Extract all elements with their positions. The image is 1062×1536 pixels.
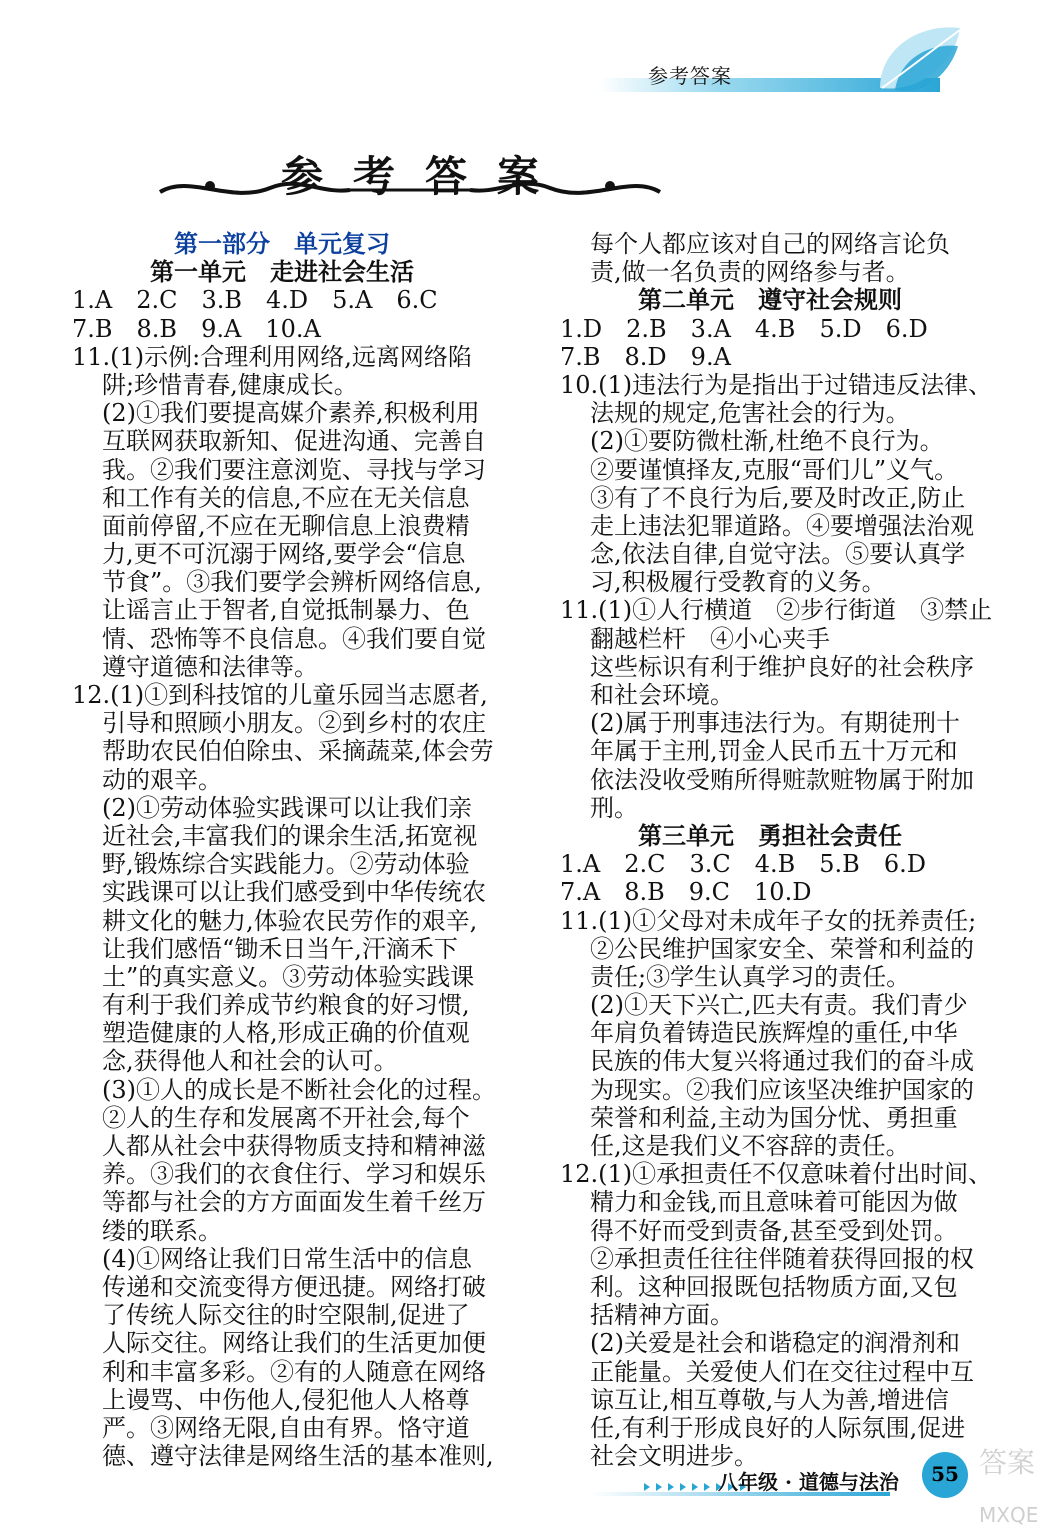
answer-line: 责,做一名负责的网络参与者。 xyxy=(590,258,910,287)
answer-line: ②承担责任往往伴随着获得回报的权 xyxy=(590,1244,974,1273)
answer-line: 利。这种回报既包括物质方面,又包 xyxy=(590,1272,958,1301)
answer-line: 依法没收受贿所得赃款赃物属于附加 xyxy=(590,765,974,794)
answer-line: 德、遵守法律是网络生活的基本准则, xyxy=(102,1442,494,1471)
answer-line: 人都从社会中获得物质支持和精神滋 xyxy=(102,1132,486,1160)
answer-line: 实践课可以让我们感受到中华传统农 xyxy=(102,878,486,907)
answer-line: 和工作有关的信息,不应在无关信息 xyxy=(102,483,470,512)
answer-line: 面前停留,不应在无聊信息上浪费精 xyxy=(102,511,470,540)
right-column xyxy=(560,230,993,1471)
answer-line: 让我们感悟“锄禾日当午,汗滴禾下 xyxy=(102,934,458,963)
answer-line: (2)①劳动体验实践课可以让我们亲 xyxy=(102,793,472,822)
answer-line: 野,锻炼综合实践能力。②劳动体验 xyxy=(102,850,470,879)
answer-line: 民族的伟大复兴将通过我们的奋斗成 xyxy=(590,1047,974,1076)
answer-line: 年肩负着铸造民族辉煌的重任,中华 xyxy=(590,1019,958,1048)
answer-line: 刑。 xyxy=(590,793,638,822)
answer-line: 缕的联系。 xyxy=(102,1216,222,1245)
answer-line: 阱;珍惜青春,健康成长。 xyxy=(102,370,358,399)
answer-line: (3)①人的成长是不断社会化的过程。 xyxy=(102,1075,496,1104)
answer-line: 为现实。②我们应该坚决维护国家的 xyxy=(590,1075,974,1104)
answer-line: 互联网获取新知、促进沟通、完善自 xyxy=(102,427,486,456)
answer-line: 荣誉和利益,主动为国分忧、勇担重 xyxy=(590,1103,958,1132)
answer-line: 节食”。③我们要学会辨析网络信息, xyxy=(102,568,482,597)
answer-line: 责任;③学生认真学习的责任。 xyxy=(590,962,911,991)
answer-line: 任,这是我们义不容辞的责任。 xyxy=(590,1132,910,1160)
unit-heading: 第三单元 勇担社会责任 xyxy=(638,820,902,850)
answer-line: 年属于主刑,罚金人民币五十万元和 xyxy=(590,737,958,766)
answer-line: ②人的生存和发展离不开社会,每个 xyxy=(102,1103,470,1132)
svg-text:答案: 答案 xyxy=(979,1446,1036,1479)
answer-line: 每个人都应该对自己的网络言论负 xyxy=(590,230,950,258)
answer-line: 了传统人际交往的时空限制,促进了 xyxy=(102,1301,470,1330)
left-column xyxy=(72,229,496,1471)
answer-line: 我。②我们要注意浏览、寻找与学习 xyxy=(102,455,486,484)
answer-line: (4)①网络让我们日常生活中的信息 xyxy=(102,1244,472,1273)
answer-line: 利和丰富多彩。②有的人随意在网络 xyxy=(102,1357,486,1386)
answer-line: 念,依法自律,自觉守法。⑤要认真学 xyxy=(590,540,966,569)
answer-line: 谅互让,相互尊敬,与人为善,增进信 xyxy=(590,1385,949,1414)
answer-line: 1.A 2.C 3.B 4.D 5.A 6.C xyxy=(72,286,438,315)
header-label: 参考答案 xyxy=(648,64,732,88)
answer-line: 养。③我们的衣食住行、学习和娱乐 xyxy=(102,1160,486,1189)
answer-line: 走上违法犯罪道路。④要增强法治观 xyxy=(590,511,974,540)
footer-label: 八年级 · 道德与法治 xyxy=(718,1470,899,1494)
answer-line: 和社会环境。 xyxy=(590,681,734,709)
answer-line: (2)属于刑事违法行为。有期徒刑十 xyxy=(590,709,960,738)
unit-heading: 第二单元 遵守社会规则 xyxy=(638,285,902,315)
leaf-icon xyxy=(860,18,970,98)
answer-line: 上谩骂、中伤他人,侵犯他人人格尊 xyxy=(102,1385,470,1414)
answer-line: 土”的真实意义。③劳动体验实践课 xyxy=(102,962,475,991)
answer-line: 正能量。关爱使人们在交往过程中互 xyxy=(590,1357,974,1386)
answer-line: 11.(1)示例:合理利用网络,远离网络陷 xyxy=(72,342,472,371)
answer-line: ③有了不良行为后,要及时改正,防止 xyxy=(590,483,966,512)
answer-line: 塑造健康的人格,形成正确的价值观 xyxy=(102,1019,470,1048)
answer-line: 念,获得他人和社会的认可。 xyxy=(102,1047,398,1076)
answer-line: 11.(1)①人行横道 ②步行街道 ③禁止 xyxy=(560,596,993,625)
answer-line: 社会文明进步。 xyxy=(590,1442,758,1471)
page-title: 参考答案 xyxy=(280,152,569,201)
answer-line: 得不好而受到责备,甚至受到处罚。 xyxy=(590,1216,958,1245)
answer-line: 遵守道德和法律等。 xyxy=(102,652,318,681)
answer-line: 人际交往。网络让我们的生活更加便 xyxy=(102,1329,486,1358)
answer-line: 11.(1)①父母对未成年子女的抚养责任; xyxy=(560,906,977,935)
answer-line: 帮助农民伯伯除虫、采摘蔬菜,体会劳 xyxy=(102,737,494,766)
svg-text:MXQE: MXQE xyxy=(979,1503,1039,1527)
answer-line: 传递和交流变得方便迅捷。网络打破 xyxy=(102,1272,486,1301)
answer-line: 翻越栏杆 ④小心夹手 xyxy=(590,624,830,653)
answer-line: 等都与社会的方方面面发生着千丝万 xyxy=(102,1188,486,1217)
page-number: 55 xyxy=(931,1462,959,1486)
answer-line: (2)①天下兴亡,匹夫有责。我们青少 xyxy=(590,991,968,1020)
answer-line: 精力和金钱,而且意味着可能因为做 xyxy=(590,1188,958,1217)
answer-line: 耕文化的魅力,体验农民劳作的艰辛, xyxy=(102,906,478,935)
answer-line: 12.(1)①承担责任不仅意味着付出时间、 xyxy=(560,1160,993,1189)
answer-line: 7.B 8.B 9.A 10.A xyxy=(72,314,321,343)
answer-line: 7.A 8.B 9.C 10.D xyxy=(560,878,812,907)
answer-line: 7.B 8.D 9.A xyxy=(560,342,731,371)
answer-line: 近社会,丰富我们的课余生活,拓宽视 xyxy=(102,821,478,850)
answer-line: 引导和照顾小朋友。②到乡村的农庄 xyxy=(102,709,486,738)
answer-line: 1.D 2.B 3.A 4.B 5.D 6.D xyxy=(560,314,928,343)
answer-line: 让谣言止于智者,自觉抵制暴力、色 xyxy=(102,596,470,625)
answer-line: 这些标识有利于维护良好的社会秩序 xyxy=(590,652,974,681)
answer-line: 1.A 2.C 3.C 4.B 5.B 6.D xyxy=(560,850,926,879)
unit-heading: 第一单元 走进社会生活 xyxy=(150,257,414,287)
answer-line: 12.(1)①到科技馆的儿童乐园当志愿者, xyxy=(72,681,488,709)
answer-line: (2)关爱是社会和谐稳定的润滑剂和 xyxy=(590,1329,960,1358)
answer-line: 力,更不可沉溺于网络,要学会“信息 xyxy=(102,540,466,569)
answer-line: 习,积极履行受教育的义务。 xyxy=(590,568,886,597)
answer-line: 严。③网络无限,自由有界。恪守道 xyxy=(102,1413,470,1442)
answer-line: 10.(1)违法行为是指出于过错违反法律、 xyxy=(560,370,993,399)
answer-line: 括精神方面。 xyxy=(590,1301,734,1330)
answer-line: (2)①我们要提高媒介素养,积极利用 xyxy=(102,399,480,428)
section-heading: 第一部分 单元复习 xyxy=(174,229,390,258)
answer-line: (2)①要防微杜渐,杜绝不良行为。 xyxy=(590,427,944,456)
page-title-block xyxy=(150,140,670,206)
answer-line: 情、恐怖等不良信息。④我们要自觉 xyxy=(102,624,486,653)
answer-line: 任,有利于形成良好的人际氛围,促进 xyxy=(590,1413,966,1442)
watermark-logo xyxy=(975,1432,1055,1536)
answer-line: 法规的规定,危害社会的行为。 xyxy=(590,399,910,428)
answer-line: ②公民维护国家安全、荣誉和利益的 xyxy=(590,934,974,963)
answer-line: 有利于我们养成节约粮食的好习惯, xyxy=(102,991,470,1020)
answer-line: 动的艰辛。 xyxy=(102,765,222,794)
answer-line: ②要谨慎择友,克服“哥们儿”义气。 xyxy=(590,455,959,484)
